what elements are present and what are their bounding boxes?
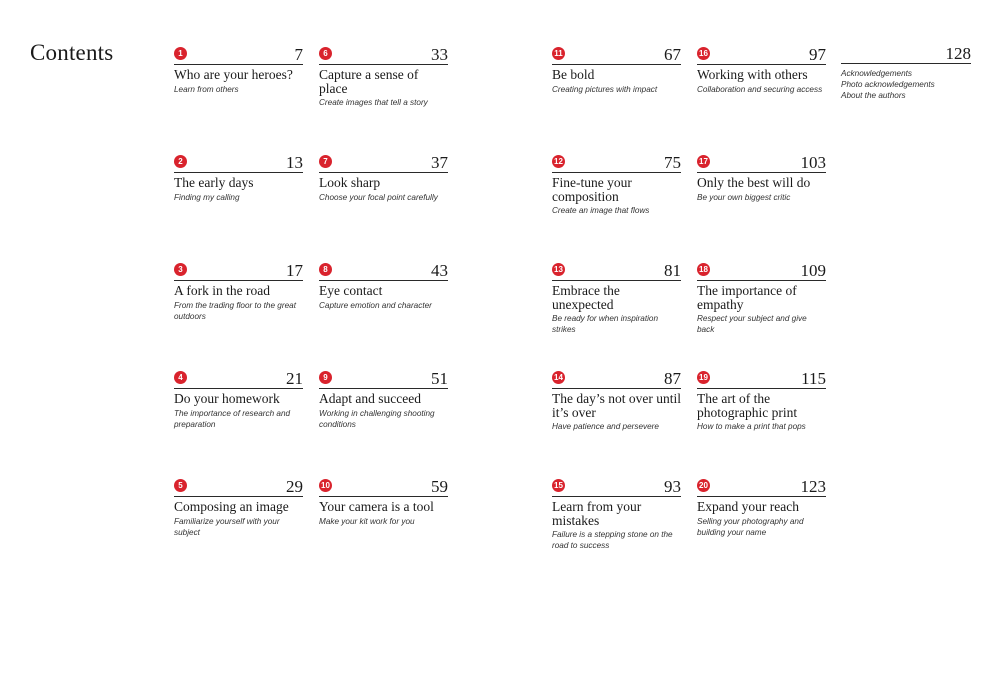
chapter-title: Embrace the unexpected — [552, 283, 620, 312]
chapter-number-badge: 10 — [319, 479, 332, 492]
chapter-title: Expand your reach — [697, 499, 799, 514]
toc-entry-18[interactable] — [697, 262, 826, 335]
page-number: 17 — [286, 261, 303, 280]
chapter-title: Learn from your mistakes — [552, 499, 642, 528]
chapter-number-badge: 11 — [552, 47, 565, 60]
page-number: 59 — [431, 477, 448, 496]
chapter-title: Look sharp — [319, 175, 381, 190]
toc-back-matter[interactable] — [841, 45, 971, 101]
chapter-subtitle: Create images that tell a story — [319, 98, 428, 107]
chapter-subtitle: How to make a print that pops — [697, 422, 806, 431]
chapter-number-badge: 5 — [174, 479, 187, 492]
page-number: 29 — [286, 477, 303, 496]
toc-entry-19[interactable] — [697, 370, 826, 432]
chapter-number-badge: 8 — [319, 263, 332, 276]
chapter-subtitle: Be ready for when inspiration strikes — [552, 314, 659, 334]
page-number: 103 — [800, 153, 826, 172]
chapter-number-badge: 17 — [697, 155, 710, 168]
chapter-title: Your camera is a tool — [319, 499, 434, 514]
chapter-title: The early days — [174, 175, 254, 190]
back-matter-item: Acknowledgements — [841, 69, 912, 78]
page-number: 33 — [431, 45, 448, 64]
chapter-title: Adapt and succeed — [319, 391, 421, 406]
back-matter-item: About the authors — [841, 91, 906, 100]
chapter-subtitle: Selling your photography and building your name — [697, 516, 804, 537]
chapter-subtitle: Collaboration and securing access — [697, 84, 823, 94]
chapter-subtitle: Have patience and persevere — [552, 422, 659, 431]
chapter-subtitle: Finding my calling — [174, 192, 240, 202]
toc-entry-20[interactable] — [697, 478, 826, 538]
chapter-title: Do your homework — [174, 391, 280, 406]
chapter-subtitle: Respect your subject and give back — [697, 314, 807, 334]
page-number: 123 — [800, 477, 826, 496]
chapter-subtitle: Learn from others — [174, 84, 239, 94]
page-number: 109 — [800, 261, 826, 280]
page-number: 97 — [809, 45, 826, 64]
chapter-number-badge: 13 — [552, 263, 565, 276]
toc-entry-1[interactable] — [174, 46, 303, 95]
chapter-subtitle: Creating pictures with impact — [552, 84, 658, 94]
chapter-number-badge: 4 — [174, 371, 187, 384]
chapter-number-badge: 7 — [319, 155, 332, 168]
chapter-number-badge: 14 — [552, 371, 565, 384]
chapter-title: Fine-tune your composition — [552, 175, 632, 204]
page-number: 128 — [945, 44, 971, 63]
toc-entry-9[interactable] — [319, 370, 448, 430]
chapter-title: Be bold — [552, 67, 595, 82]
chapter-title: Who are your heroes? — [174, 67, 293, 82]
page-number: 37 — [431, 153, 448, 172]
page-number: 21 — [286, 369, 303, 388]
chapter-subtitle: The importance of research and preparation — [174, 408, 291, 429]
chapter-subtitle: Be your own biggest critic — [697, 192, 791, 202]
chapter-number-badge: 9 — [319, 371, 332, 384]
toc-entry-8[interactable] — [319, 262, 448, 311]
toc-entry-16[interactable] — [697, 46, 826, 95]
toc-entry-2[interactable] — [174, 154, 303, 203]
toc-entry-14[interactable] — [552, 370, 681, 432]
page-number: 7 — [294, 45, 303, 64]
chapter-subtitle: Choose your focal point carefully — [319, 192, 438, 202]
chapter-title: Capture a sense of place — [319, 67, 419, 96]
chapter-number-badge: 20 — [697, 479, 710, 492]
toc-entry-13[interactable] — [552, 262, 681, 335]
chapter-number-badge: 19 — [697, 371, 710, 384]
chapter-number-badge: 2 — [174, 155, 187, 168]
page-number: 81 — [664, 261, 681, 280]
back-matter-item: Photo acknowledgements — [841, 80, 935, 89]
chapter-subtitle: From the trading floor to the great outdoors — [174, 300, 296, 321]
chapter-title: Only the best will do — [697, 175, 811, 190]
page-number: 67 — [664, 45, 681, 64]
chapter-subtitle: Make your kit work for you — [319, 516, 415, 526]
page-number: 87 — [664, 369, 681, 388]
chapter-number-badge: 12 — [552, 155, 565, 168]
toc-entry-12[interactable] — [552, 154, 681, 216]
page-number: 75 — [664, 153, 681, 172]
toc-entry-15[interactable] — [552, 478, 681, 551]
chapter-number-badge: 6 — [319, 47, 332, 60]
page-number: 13 — [286, 153, 303, 172]
chapter-subtitle: Failure is a stepping stone on the road to success — [552, 530, 673, 550]
chapter-title: Working with others — [697, 67, 808, 82]
chapter-title: The art of the photographic print — [697, 391, 798, 420]
toc-entry-3[interactable] — [174, 262, 303, 322]
toc-entry-7[interactable] — [319, 154, 448, 203]
chapter-number-badge: 15 — [552, 479, 565, 492]
toc-entry-4[interactable] — [174, 370, 303, 430]
page-number: 115 — [801, 369, 826, 388]
page-title: Contents — [30, 40, 114, 65]
toc-entry-17[interactable] — [697, 154, 826, 203]
chapter-subtitle: Familiarize yourself with your subject — [174, 516, 280, 537]
chapter-title: Composing an image — [174, 499, 289, 514]
chapter-number-badge: 16 — [697, 47, 710, 60]
toc-entry-11[interactable] — [552, 46, 681, 95]
chapter-number-badge: 18 — [697, 263, 710, 276]
chapter-number-badge: 3 — [174, 263, 187, 276]
toc-entry-5[interactable] — [174, 478, 303, 538]
chapter-title: Eye contact — [319, 283, 383, 298]
chapter-number-badge: 1 — [174, 47, 187, 60]
toc-entry-10[interactable] — [319, 478, 448, 527]
page-number: 51 — [431, 369, 448, 388]
chapter-subtitle: Capture emotion and character — [319, 300, 432, 310]
chapter-subtitle: Working in challenging shooting conditions — [319, 408, 435, 429]
chapter-title: A fork in the road — [174, 283, 270, 298]
page-number: 93 — [664, 477, 681, 496]
toc-entry-6[interactable] — [319, 46, 448, 108]
chapter-title: The day’s not over until it’s over — [552, 391, 681, 420]
chapter-subtitle: Create an image that flows — [552, 206, 650, 215]
page-number: 43 — [431, 261, 448, 280]
chapter-title: The importance of empathy — [697, 283, 797, 312]
